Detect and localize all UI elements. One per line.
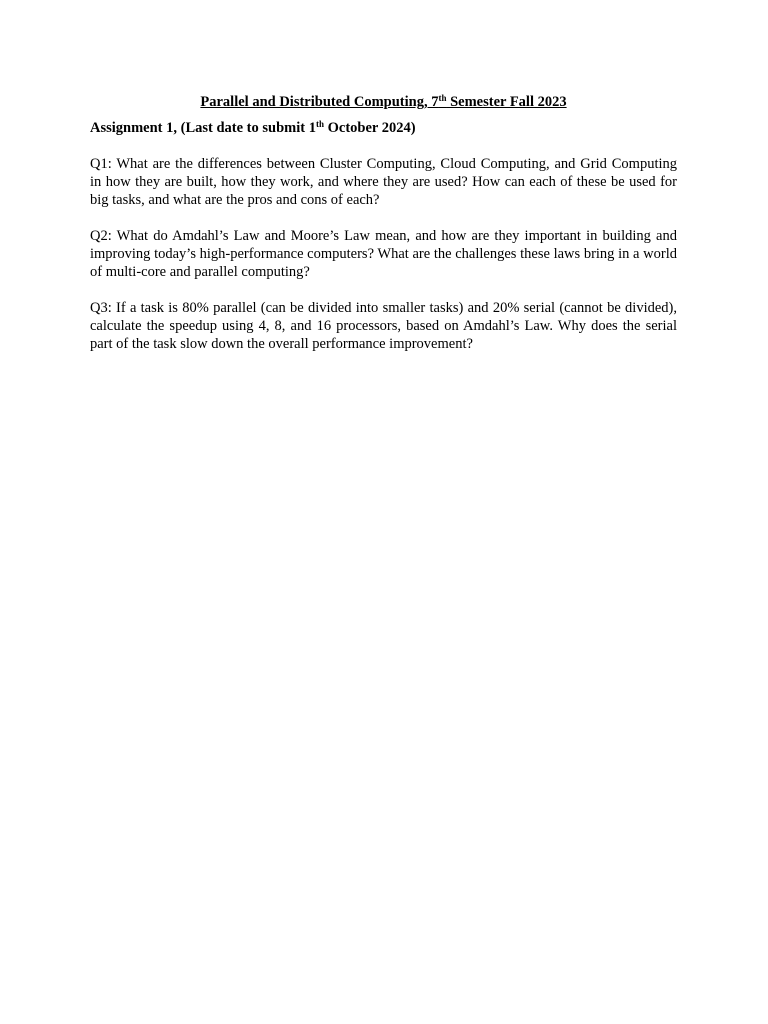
assignment-text-end: October 2024) <box>323 120 416 136</box>
document-body <box>90 93 677 371</box>
title-text: Parallel and Distributed Computing, 7 <box>200 94 439 110</box>
question-1: Q1: What are the differences between Cluster Computing, Cloud Computing, and Grid Computing in how they are built, how they work, and where they are used? How can each of these be used for big tasks, and what are the pros and cons of each? <box>90 156 677 208</box>
assignment-superscript: th <box>315 119 324 129</box>
title-text-end: Semester Fall 2023 <box>446 94 567 110</box>
question-2: Q2: What do Amdahl’s Law and Moore’s Law mean, and how are they important in building and improving today’s high-performance computers? What are the challenges these laws bring in a world of multi-core and parallel computing? <box>90 228 677 280</box>
question-3: Q3: If a task is 80% parallel (can be divided into smaller tasks) and 20% serial (cannot be divided), calculate the speedup using 4, 8, and 16 processors, based on Amdahl’s Law. Why does the serial part of the task slow down the overall performance improvement? <box>90 300 677 352</box>
assignment-text: Assignment 1, (Last date to submit 1 <box>90 120 316 136</box>
document-title <box>90 93 677 111</box>
title-superscript: th <box>438 93 447 103</box>
assignment-heading <box>90 119 677 137</box>
